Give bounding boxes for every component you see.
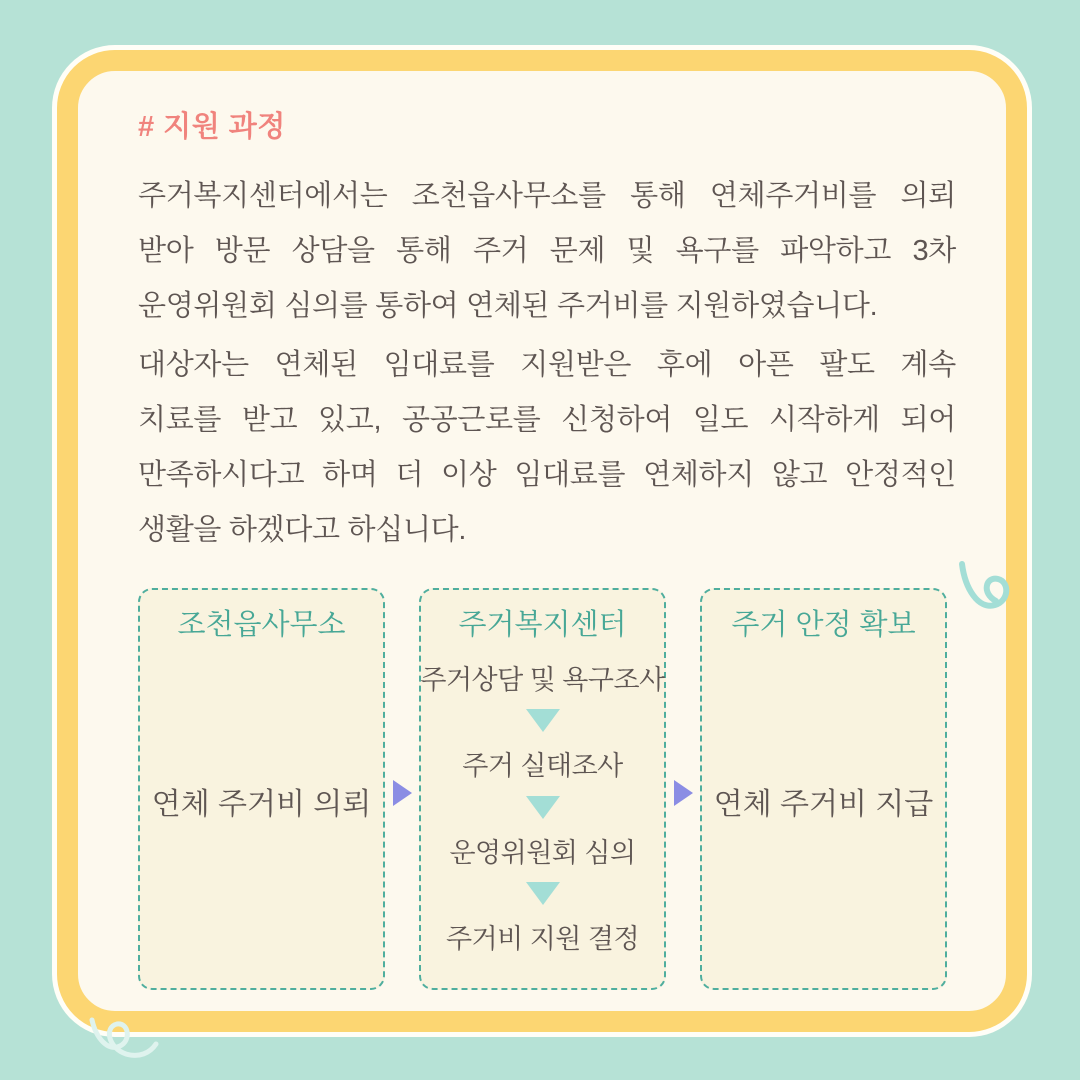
- body-line: 치료를 받고 있고, 공공근로를 신청하여 일도 시작하게 되어: [138, 404, 956, 436]
- hashtag-title: # 지원 과정: [138, 111, 286, 143]
- body-text: [138, 169, 956, 558]
- step-label: 주거상담 및 욕구조사: [420, 665, 665, 696]
- flow-box-housing-stability: [700, 588, 947, 990]
- flow-box-body: [152, 642, 372, 974]
- body-line: 만족하시다고 하며 더 이상 임대료를 연체하지 않고 안정적인: [138, 459, 956, 491]
- process-flow-diagram: [138, 588, 948, 990]
- flow-box-title: 주거복지센터: [458, 609, 627, 641]
- flow-box-title: 주거 안정 확보: [731, 609, 916, 641]
- squiggle-curl-icon: [952, 552, 1014, 620]
- body-line: 운영위원회 심의를 통하여 연체된 주거비를 지원하였습니다.: [138, 290, 878, 322]
- flow-box-body: [714, 642, 934, 974]
- body-line: 주거복지센터에서는 조천읍사무소를 통해 연체주거비를 의뢰: [138, 180, 956, 212]
- arrow-down-icon: [526, 709, 560, 732]
- step-label: 주거비 지원 결정: [445, 923, 640, 954]
- paragraph-1: [138, 169, 956, 334]
- flow-box-title: 조천읍사무소: [177, 609, 346, 641]
- flow-box-jocheon-office: [138, 588, 385, 990]
- flow-arrow-cell: [666, 588, 700, 990]
- body-line: 생활을 하겠다고 하십니다.: [138, 514, 467, 546]
- arrow-right-icon: [393, 780, 412, 806]
- body-line: 대상자는 연체된 임대료를 지원받은 후에 아픈 팔도 계속: [138, 349, 956, 381]
- flow-box-housing-welfare-center: [419, 588, 666, 990]
- flow-arrow-cell: [385, 588, 419, 990]
- flow-box-content: 연체 주거비 지급: [713, 788, 934, 821]
- squiggle-curl-icon: [86, 1012, 162, 1062]
- arrow-down-icon: [526, 796, 560, 819]
- body-line: 받아 방문 상담을 통해 주거 문제 및 욕구를 파악하고 3차: [138, 235, 956, 267]
- arrow-down-icon: [526, 882, 560, 905]
- paragraph-2: [138, 338, 956, 558]
- content-card: [57, 50, 1027, 1032]
- arrow-right-icon: [674, 780, 693, 806]
- flow-box-content: 연체 주거비 의뢰: [151, 788, 372, 821]
- step-label: 운영위원회 심의: [449, 837, 636, 868]
- flow-steps: [420, 642, 665, 974]
- step-label: 주거 실태조사: [462, 751, 623, 782]
